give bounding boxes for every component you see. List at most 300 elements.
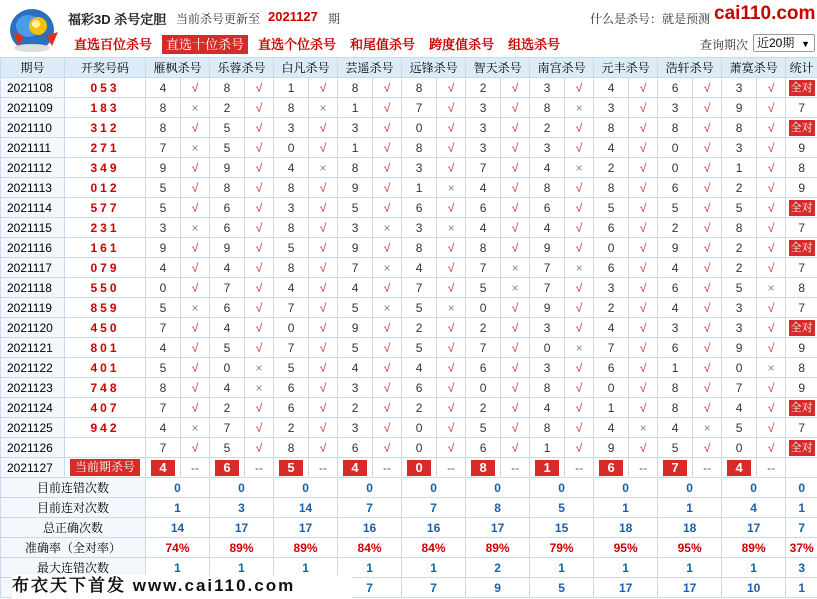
- period-label: 查询期次: [700, 38, 749, 52]
- cross-icon: ×: [437, 218, 466, 238]
- kill-value: 8: [594, 118, 629, 138]
- col-expert-3[interactable]: 芸遥杀号: [338, 58, 402, 78]
- kill-value: 2: [402, 318, 437, 338]
- check-icon: √: [501, 178, 530, 198]
- cross-icon: ×: [245, 358, 274, 378]
- check-icon: √: [309, 398, 338, 418]
- stat-value: 5: [530, 498, 594, 518]
- kill-value: 8: [530, 378, 565, 398]
- cross-icon: ×: [757, 278, 786, 298]
- current-kill-value: 4: [727, 460, 751, 476]
- kill-value: 7: [402, 278, 437, 298]
- kill-value: 8: [338, 78, 373, 98]
- check-icon: √: [181, 358, 210, 378]
- kill-value: 6: [466, 438, 501, 458]
- total-cell: 9: [786, 378, 817, 398]
- check-icon: √: [245, 158, 274, 178]
- check-icon: √: [245, 138, 274, 158]
- kill-value: 2: [594, 298, 629, 318]
- check-icon: √: [373, 358, 402, 378]
- check-icon: √: [373, 378, 402, 398]
- kill-value: 8: [530, 418, 565, 438]
- stat-value: 8: [466, 498, 530, 518]
- current-kill-cell: [722, 458, 757, 478]
- stat-value: 7: [402, 578, 466, 598]
- current-kill-cell: [274, 458, 309, 478]
- kill-value: 8: [722, 218, 757, 238]
- total-cell: [786, 118, 817, 138]
- cross-icon: ×: [565, 158, 594, 178]
- check-icon: √: [245, 218, 274, 238]
- check-icon: √: [373, 438, 402, 458]
- period-cell: 2021112: [1, 158, 65, 178]
- stat-label: 目前连错次数: [1, 478, 146, 498]
- kill-value: 6: [210, 198, 245, 218]
- check-icon: √: [309, 218, 338, 238]
- period-cell: 2021126: [1, 438, 65, 458]
- check-icon: √: [629, 318, 658, 338]
- draw-number: [65, 438, 146, 458]
- col-expert-8[interactable]: 浩轩杀号: [658, 58, 722, 78]
- current-kill-cell: [594, 458, 629, 478]
- nav-tab-4[interactable]: 跨度值杀号: [429, 37, 495, 52]
- check-icon: √: [693, 98, 722, 118]
- stat-row: [1, 518, 817, 538]
- stat-value: 5: [530, 578, 594, 598]
- kill-table-body: [1, 58, 817, 598]
- kill-value: 2: [658, 218, 693, 238]
- total-cell: 9: [786, 178, 817, 198]
- table-row: [1, 438, 817, 458]
- kill-value: 5: [146, 178, 181, 198]
- check-icon: √: [565, 418, 594, 438]
- stat-value: 89%: [210, 538, 274, 558]
- table-row: [1, 378, 817, 398]
- check-icon: √: [757, 378, 786, 398]
- stat-value: 1: [146, 558, 210, 578]
- check-icon: √: [437, 358, 466, 378]
- kill-value: 6: [402, 198, 437, 218]
- check-icon: √: [309, 278, 338, 298]
- check-icon: √: [693, 218, 722, 238]
- kill-value: 4: [594, 78, 629, 98]
- kill-value: 2: [466, 78, 501, 98]
- current-kill-cell: [146, 458, 181, 478]
- kill-value: 2: [210, 98, 245, 118]
- chevron-down-icon: ▼: [801, 39, 810, 49]
- total-cell: 8: [786, 158, 817, 178]
- check-icon: √: [245, 78, 274, 98]
- check-icon: √: [757, 298, 786, 318]
- kill-value: 4: [658, 418, 693, 438]
- kill-value: 2: [274, 418, 309, 438]
- all-correct-badge: 全对: [790, 81, 813, 94]
- kill-value: 1: [530, 438, 565, 458]
- total-cell: 7: [786, 98, 817, 118]
- check-icon: √: [181, 178, 210, 198]
- draw-number: 577: [65, 198, 146, 218]
- whatis-link[interactable]: 什么是杀号：就是预测: [590, 12, 711, 26]
- check-icon: √: [437, 78, 466, 98]
- kill-value: 9: [594, 438, 629, 458]
- current-kill-button[interactable]: 当前期杀号: [70, 459, 140, 476]
- col-expert-5[interactable]: 智天杀号: [466, 58, 530, 78]
- cross-icon: ×: [693, 418, 722, 438]
- draw-number: 231: [65, 218, 146, 238]
- check-icon: √: [309, 138, 338, 158]
- check-icon: √: [437, 278, 466, 298]
- stat-value: 1: [530, 558, 594, 578]
- col-expert-4[interactable]: 远锋杀号: [402, 58, 466, 78]
- kill-value: 9: [210, 238, 245, 258]
- check-icon: √: [181, 238, 210, 258]
- table-row: [1, 298, 817, 318]
- kill-value: 0: [466, 378, 501, 398]
- kill-value: 1: [338, 98, 373, 118]
- kill-value: 4: [210, 378, 245, 398]
- kill-value: 7: [466, 338, 501, 358]
- current-total: [786, 458, 817, 478]
- check-icon: √: [181, 258, 210, 278]
- check-icon: √: [693, 78, 722, 98]
- check-icon: √: [565, 238, 594, 258]
- draw-number: 161: [65, 238, 146, 258]
- check-icon: √: [437, 418, 466, 438]
- kill-value: 8: [402, 238, 437, 258]
- check-icon: √: [693, 158, 722, 178]
- kill-value: 8: [274, 98, 309, 118]
- col-expert-0[interactable]: 雁枫杀号: [146, 58, 210, 78]
- kill-value: 5: [722, 418, 757, 438]
- kill-value: 0: [146, 278, 181, 298]
- stat-value: 18: [658, 518, 722, 538]
- kill-value: 0: [530, 338, 565, 358]
- nav-tab-5[interactable]: 组选杀号: [508, 37, 561, 52]
- check-icon: √: [245, 198, 274, 218]
- kill-value: 5: [722, 198, 757, 218]
- kill-value: 5: [274, 238, 309, 258]
- kill-value: 0: [402, 118, 437, 138]
- check-icon: √: [373, 398, 402, 418]
- check-icon: √: [181, 398, 210, 418]
- kill-value: 8: [402, 78, 437, 98]
- kill-value: 7: [274, 298, 309, 318]
- current-kill-value: 4: [151, 460, 175, 476]
- check-icon: √: [565, 138, 594, 158]
- current-kill-value: 6: [215, 460, 239, 476]
- nav-tab-0[interactable]: 直选百位杀号: [74, 37, 153, 52]
- kill-value: 8: [722, 118, 757, 138]
- cross-icon: ×: [181, 418, 210, 438]
- brand-link[interactable]: cai110.com: [714, 3, 816, 24]
- stat-value: 1: [594, 498, 658, 518]
- stat-value: 9: [466, 578, 530, 598]
- check-icon: √: [373, 238, 402, 258]
- draw-number: 450: [65, 318, 146, 338]
- table-row: [1, 138, 817, 158]
- check-icon: √: [629, 218, 658, 238]
- stat-value: 37%: [786, 538, 817, 558]
- kill-value: 5: [338, 338, 373, 358]
- check-icon: √: [437, 98, 466, 118]
- nav-tab-3[interactable]: 和尾值杀号: [350, 37, 416, 52]
- kill-value: 8: [274, 218, 309, 238]
- stat-label: 最大连错次数: [1, 558, 146, 578]
- total-cell: 8: [786, 358, 817, 378]
- draw-number: 550: [65, 278, 146, 298]
- kill-value: 0: [402, 438, 437, 458]
- kill-value: 8: [146, 98, 181, 118]
- stat-value: 16: [402, 518, 466, 538]
- total-cell: [786, 78, 817, 98]
- check-icon: √: [629, 178, 658, 198]
- kill-value: 8: [274, 258, 309, 278]
- check-icon: √: [565, 318, 594, 338]
- table-row: [1, 98, 817, 118]
- stat-value: 1: [402, 558, 466, 578]
- kill-value: 9: [338, 178, 373, 198]
- check-icon: √: [373, 158, 402, 178]
- kill-value: 3: [658, 98, 693, 118]
- kill-value: 1: [274, 78, 309, 98]
- draw-number: 012: [65, 178, 146, 198]
- kill-value: 4: [274, 278, 309, 298]
- kill-value: 5: [402, 338, 437, 358]
- kill-value: 7: [146, 138, 181, 158]
- check-icon: √: [693, 378, 722, 398]
- kill-value: 8: [402, 138, 437, 158]
- check-icon: √: [373, 138, 402, 158]
- stat-label: 准确率（全对率）: [1, 538, 146, 558]
- current-kill-value: 4: [343, 460, 367, 476]
- check-icon: √: [565, 438, 594, 458]
- kill-value: 8: [146, 118, 181, 138]
- table-row: [1, 278, 817, 298]
- kill-value: 3: [274, 118, 309, 138]
- check-icon: √: [757, 398, 786, 418]
- check-icon: √: [693, 318, 722, 338]
- current-period: 2021127: [1, 458, 65, 478]
- table-row: [1, 338, 817, 358]
- kill-value: 5: [146, 198, 181, 218]
- kill-value: 6: [402, 378, 437, 398]
- kill-value: 5: [210, 118, 245, 138]
- kill-value: 5: [274, 358, 309, 378]
- cross-icon: ×: [501, 258, 530, 278]
- period-select[interactable]: [753, 34, 815, 52]
- check-icon: √: [629, 138, 658, 158]
- stat-value: 10: [722, 578, 786, 598]
- check-icon: √: [245, 178, 274, 198]
- kill-value: 7: [146, 438, 181, 458]
- check-icon: √: [501, 98, 530, 118]
- kill-value: 0: [658, 158, 693, 178]
- kill-value: 7: [722, 378, 757, 398]
- check-icon: √: [437, 238, 466, 258]
- stat-value: 14: [146, 518, 210, 538]
- kill-value: 5: [722, 278, 757, 298]
- kill-value: 5: [210, 138, 245, 158]
- stat-row: [1, 538, 817, 558]
- kill-value: 4: [146, 78, 181, 98]
- stat-value: 89%: [274, 538, 338, 558]
- kill-value: 7: [146, 398, 181, 418]
- issue-suffix: 期: [328, 12, 341, 26]
- check-icon: √: [373, 318, 402, 338]
- kill-value: 1: [338, 138, 373, 158]
- check-icon: √: [181, 78, 210, 98]
- kill-value: 6: [658, 78, 693, 98]
- current-kill-cell: [530, 458, 565, 478]
- update-label: 当前杀号更新至: [176, 12, 261, 26]
- check-icon: √: [373, 338, 402, 358]
- check-icon: √: [309, 238, 338, 258]
- current-kill-cell: [338, 458, 373, 478]
- check-icon: √: [757, 438, 786, 458]
- kill-value: 7: [466, 158, 501, 178]
- col-expert-2[interactable]: 白凡杀号: [274, 58, 338, 78]
- period-cell: 2021115: [1, 218, 65, 238]
- kill-value: 0: [722, 438, 757, 458]
- cross-icon: ×: [373, 298, 402, 318]
- cross-icon: ×: [373, 218, 402, 238]
- stat-value: 0: [274, 478, 338, 498]
- stat-value: 18: [594, 518, 658, 538]
- kill-value: 4: [402, 358, 437, 378]
- kill-value: 8: [530, 98, 565, 118]
- stat-value: 95%: [658, 538, 722, 558]
- dash-cell: --: [373, 458, 402, 478]
- check-icon: √: [437, 118, 466, 138]
- period-select-value: 近20期: [757, 36, 795, 50]
- header-row: [1, 58, 817, 78]
- check-icon: √: [757, 118, 786, 138]
- current-issue: 2021127: [268, 9, 318, 24]
- kill-value: 6: [658, 178, 693, 198]
- check-icon: √: [501, 158, 530, 178]
- stat-row: [1, 478, 817, 498]
- total-cell: 7: [786, 218, 817, 238]
- check-icon: √: [629, 278, 658, 298]
- total-cell: [786, 198, 817, 218]
- stat-value: 0: [466, 478, 530, 498]
- current-kill-cell: [402, 458, 437, 478]
- kill-value: 2: [338, 398, 373, 418]
- col-expert-1[interactable]: 乐蓉杀号: [210, 58, 274, 78]
- check-icon: √: [757, 138, 786, 158]
- current-kill-value: 1: [535, 460, 559, 476]
- check-icon: √: [245, 98, 274, 118]
- kill-value: 0: [594, 378, 629, 398]
- stat-value: 4: [722, 498, 786, 518]
- check-icon: √: [693, 358, 722, 378]
- cross-icon: ×: [309, 158, 338, 178]
- period-cell: 2021118: [1, 278, 65, 298]
- stat-value: 7: [338, 498, 402, 518]
- check-icon: √: [245, 318, 274, 338]
- period-cell: 2021109: [1, 98, 65, 118]
- check-icon: √: [181, 438, 210, 458]
- check-icon: √: [693, 258, 722, 278]
- stat-value: 0: [146, 478, 210, 498]
- current-kill-value: 5: [279, 460, 303, 476]
- stat-value: 74%: [146, 538, 210, 558]
- kill-value: 4: [146, 258, 181, 278]
- dash-cell: --: [181, 458, 210, 478]
- period-cell: 2021123: [1, 378, 65, 398]
- check-icon: √: [565, 398, 594, 418]
- kill-value: 3: [274, 198, 309, 218]
- kill-value: 9: [146, 238, 181, 258]
- check-icon: √: [373, 178, 402, 198]
- kill-value: 5: [402, 298, 437, 318]
- check-icon: √: [245, 438, 274, 458]
- check-icon: √: [501, 398, 530, 418]
- kill-value: 3: [722, 298, 757, 318]
- check-icon: √: [565, 358, 594, 378]
- all-correct-badge: 全对: [790, 201, 813, 214]
- check-icon: √: [757, 218, 786, 238]
- check-icon: √: [245, 258, 274, 278]
- stat-label: 目前连对次数: [1, 498, 146, 518]
- check-icon: √: [629, 358, 658, 378]
- check-icon: √: [693, 398, 722, 418]
- table-row: [1, 398, 817, 418]
- current-label-cell: [65, 458, 146, 478]
- stat-value: 17: [210, 518, 274, 538]
- footer-watermark: 布衣天下首发 www.cai110.com: [12, 575, 352, 599]
- stat-value: 0: [402, 478, 466, 498]
- period-cell: 2021120: [1, 318, 65, 338]
- stat-value: 7: [338, 578, 402, 598]
- stat-value: 0: [530, 478, 594, 498]
- stat-value: 1: [210, 558, 274, 578]
- col-expert-6[interactable]: 南宫杀号: [530, 58, 594, 78]
- check-icon: √: [309, 78, 338, 98]
- check-icon: √: [501, 318, 530, 338]
- kill-value: 8: [594, 178, 629, 198]
- kill-value: 6: [594, 218, 629, 238]
- table-row: [1, 318, 817, 338]
- col-expert-7[interactable]: 元丰杀号: [594, 58, 658, 78]
- total-cell: 9: [786, 338, 817, 358]
- check-icon: √: [437, 198, 466, 218]
- draw-number: 079: [65, 258, 146, 278]
- kill-value: 3: [530, 358, 565, 378]
- nav-tab-1[interactable]: 直选十位杀号: [162, 35, 248, 54]
- check-icon: √: [373, 78, 402, 98]
- kill-value: 2: [402, 398, 437, 418]
- current-kill-cell: [658, 458, 693, 478]
- kill-value: 2: [722, 258, 757, 278]
- kill-value: 6: [530, 198, 565, 218]
- check-icon: √: [629, 438, 658, 458]
- check-icon: √: [693, 198, 722, 218]
- kill-value: 0: [402, 418, 437, 438]
- period-cell: 2021122: [1, 358, 65, 378]
- check-icon: √: [629, 298, 658, 318]
- cross-icon: ×: [181, 138, 210, 158]
- nav-tab-2[interactable]: 直选个位杀号: [258, 37, 337, 52]
- dash-cell: --: [245, 458, 274, 478]
- col-expert-9[interactable]: 萧寞杀号: [722, 58, 786, 78]
- stat-value: 17: [274, 518, 338, 538]
- kill-value: 9: [338, 238, 373, 258]
- kill-value: 7: [466, 258, 501, 278]
- kill-value: 3: [722, 138, 757, 158]
- check-icon: √: [757, 78, 786, 98]
- total-cell: 8: [786, 278, 817, 298]
